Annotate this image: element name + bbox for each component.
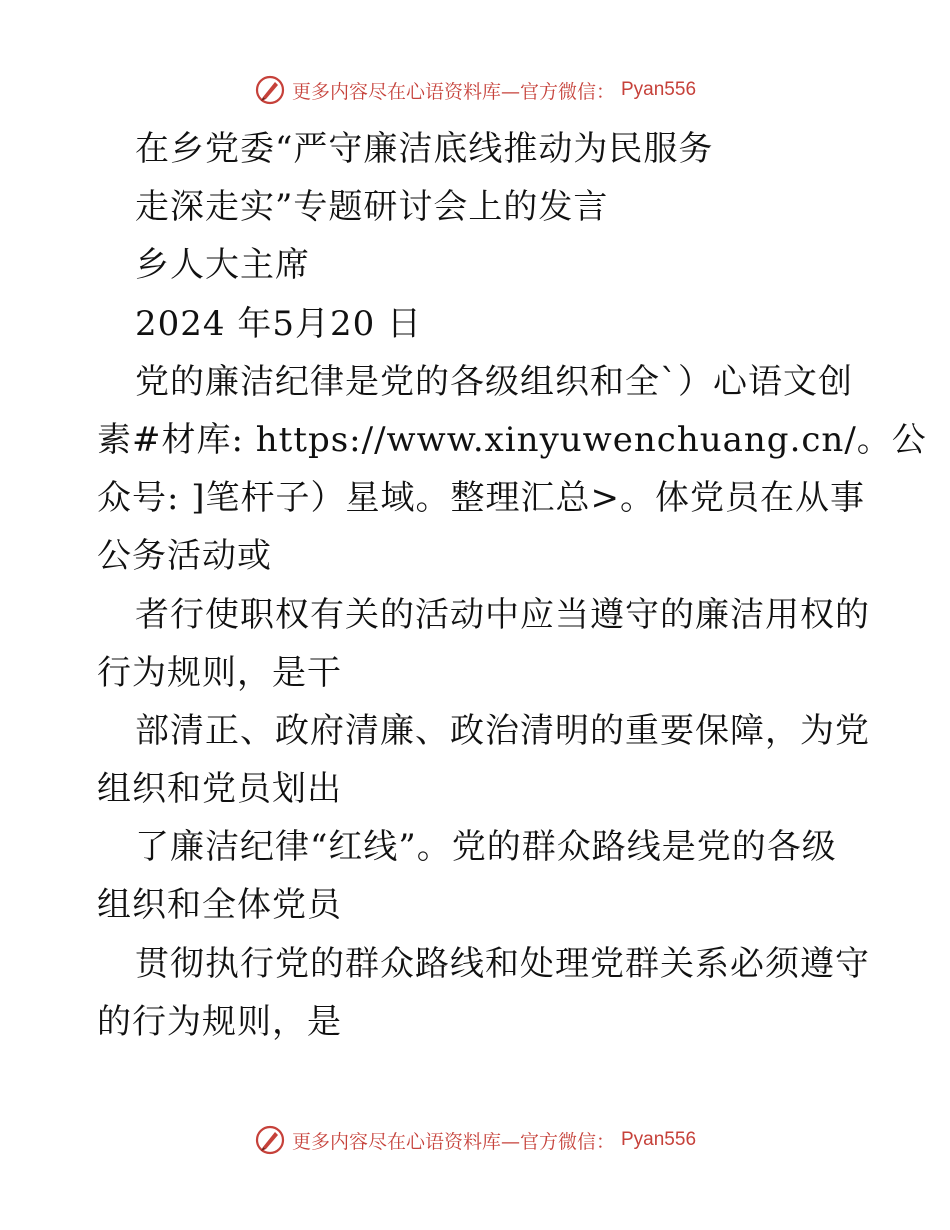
speaker-line: 乡人大主席: [135, 245, 310, 286]
paragraph-line: 的行为规则，是: [97, 1001, 342, 1042]
quill-pen-logo-icon: [254, 1124, 286, 1156]
paragraph-line: 公务活动或: [97, 536, 272, 577]
quill-pen-logo-icon: [254, 74, 286, 106]
paragraph-line: 了廉洁纪律“红线”。党的群众路线是党的各级: [135, 827, 837, 868]
paragraph-line: 组织和党员划出: [97, 769, 342, 810]
watermark-slogan: 更多内容尽在心语资料库—官方微信：: [291, 80, 615, 103]
watermark-slogan: 更多内容尽在心语资料库—官方微信：: [291, 1130, 615, 1153]
title-line-1: 在乡党委“严守廉洁底线推动为民服务: [135, 129, 714, 169]
paragraph-line: 部清正、政府清廉、政治清明的重要保障，为党: [135, 710, 870, 751]
footer-watermark: [0, 1120, 950, 1160]
document-body: [97, 120, 927, 1051]
paragraph-line: 素#材库: https://www.xinyuwenchuang.cn/。公: [97, 419, 927, 460]
paragraph-line: 行为规则，是干: [97, 652, 342, 693]
paragraph-line: 众号: ]笔杆子）星域。整理汇总>。体党员在从事: [97, 478, 866, 519]
date-line: 2024 年5月20 日: [135, 303, 423, 344]
title-line-2: 走深走实”专题研讨会上的发言: [135, 187, 609, 228]
paragraph-line: 者行使职权有关的活动中应当遵守的廉洁用权的: [135, 594, 870, 635]
paragraph-line: 贯彻执行党的群众路线和处理党群关系必须遵守: [135, 943, 870, 984]
paragraph-line: 党的廉洁纪律是党的各级组织和全`）心语文创: [135, 361, 853, 402]
watermark-wechat-id: Pyan556: [621, 79, 697, 100]
header-watermark: [0, 70, 950, 110]
watermark-wechat-id: Pyan556: [621, 1129, 697, 1150]
paragraph-line: 组织和全体党员: [97, 885, 342, 926]
